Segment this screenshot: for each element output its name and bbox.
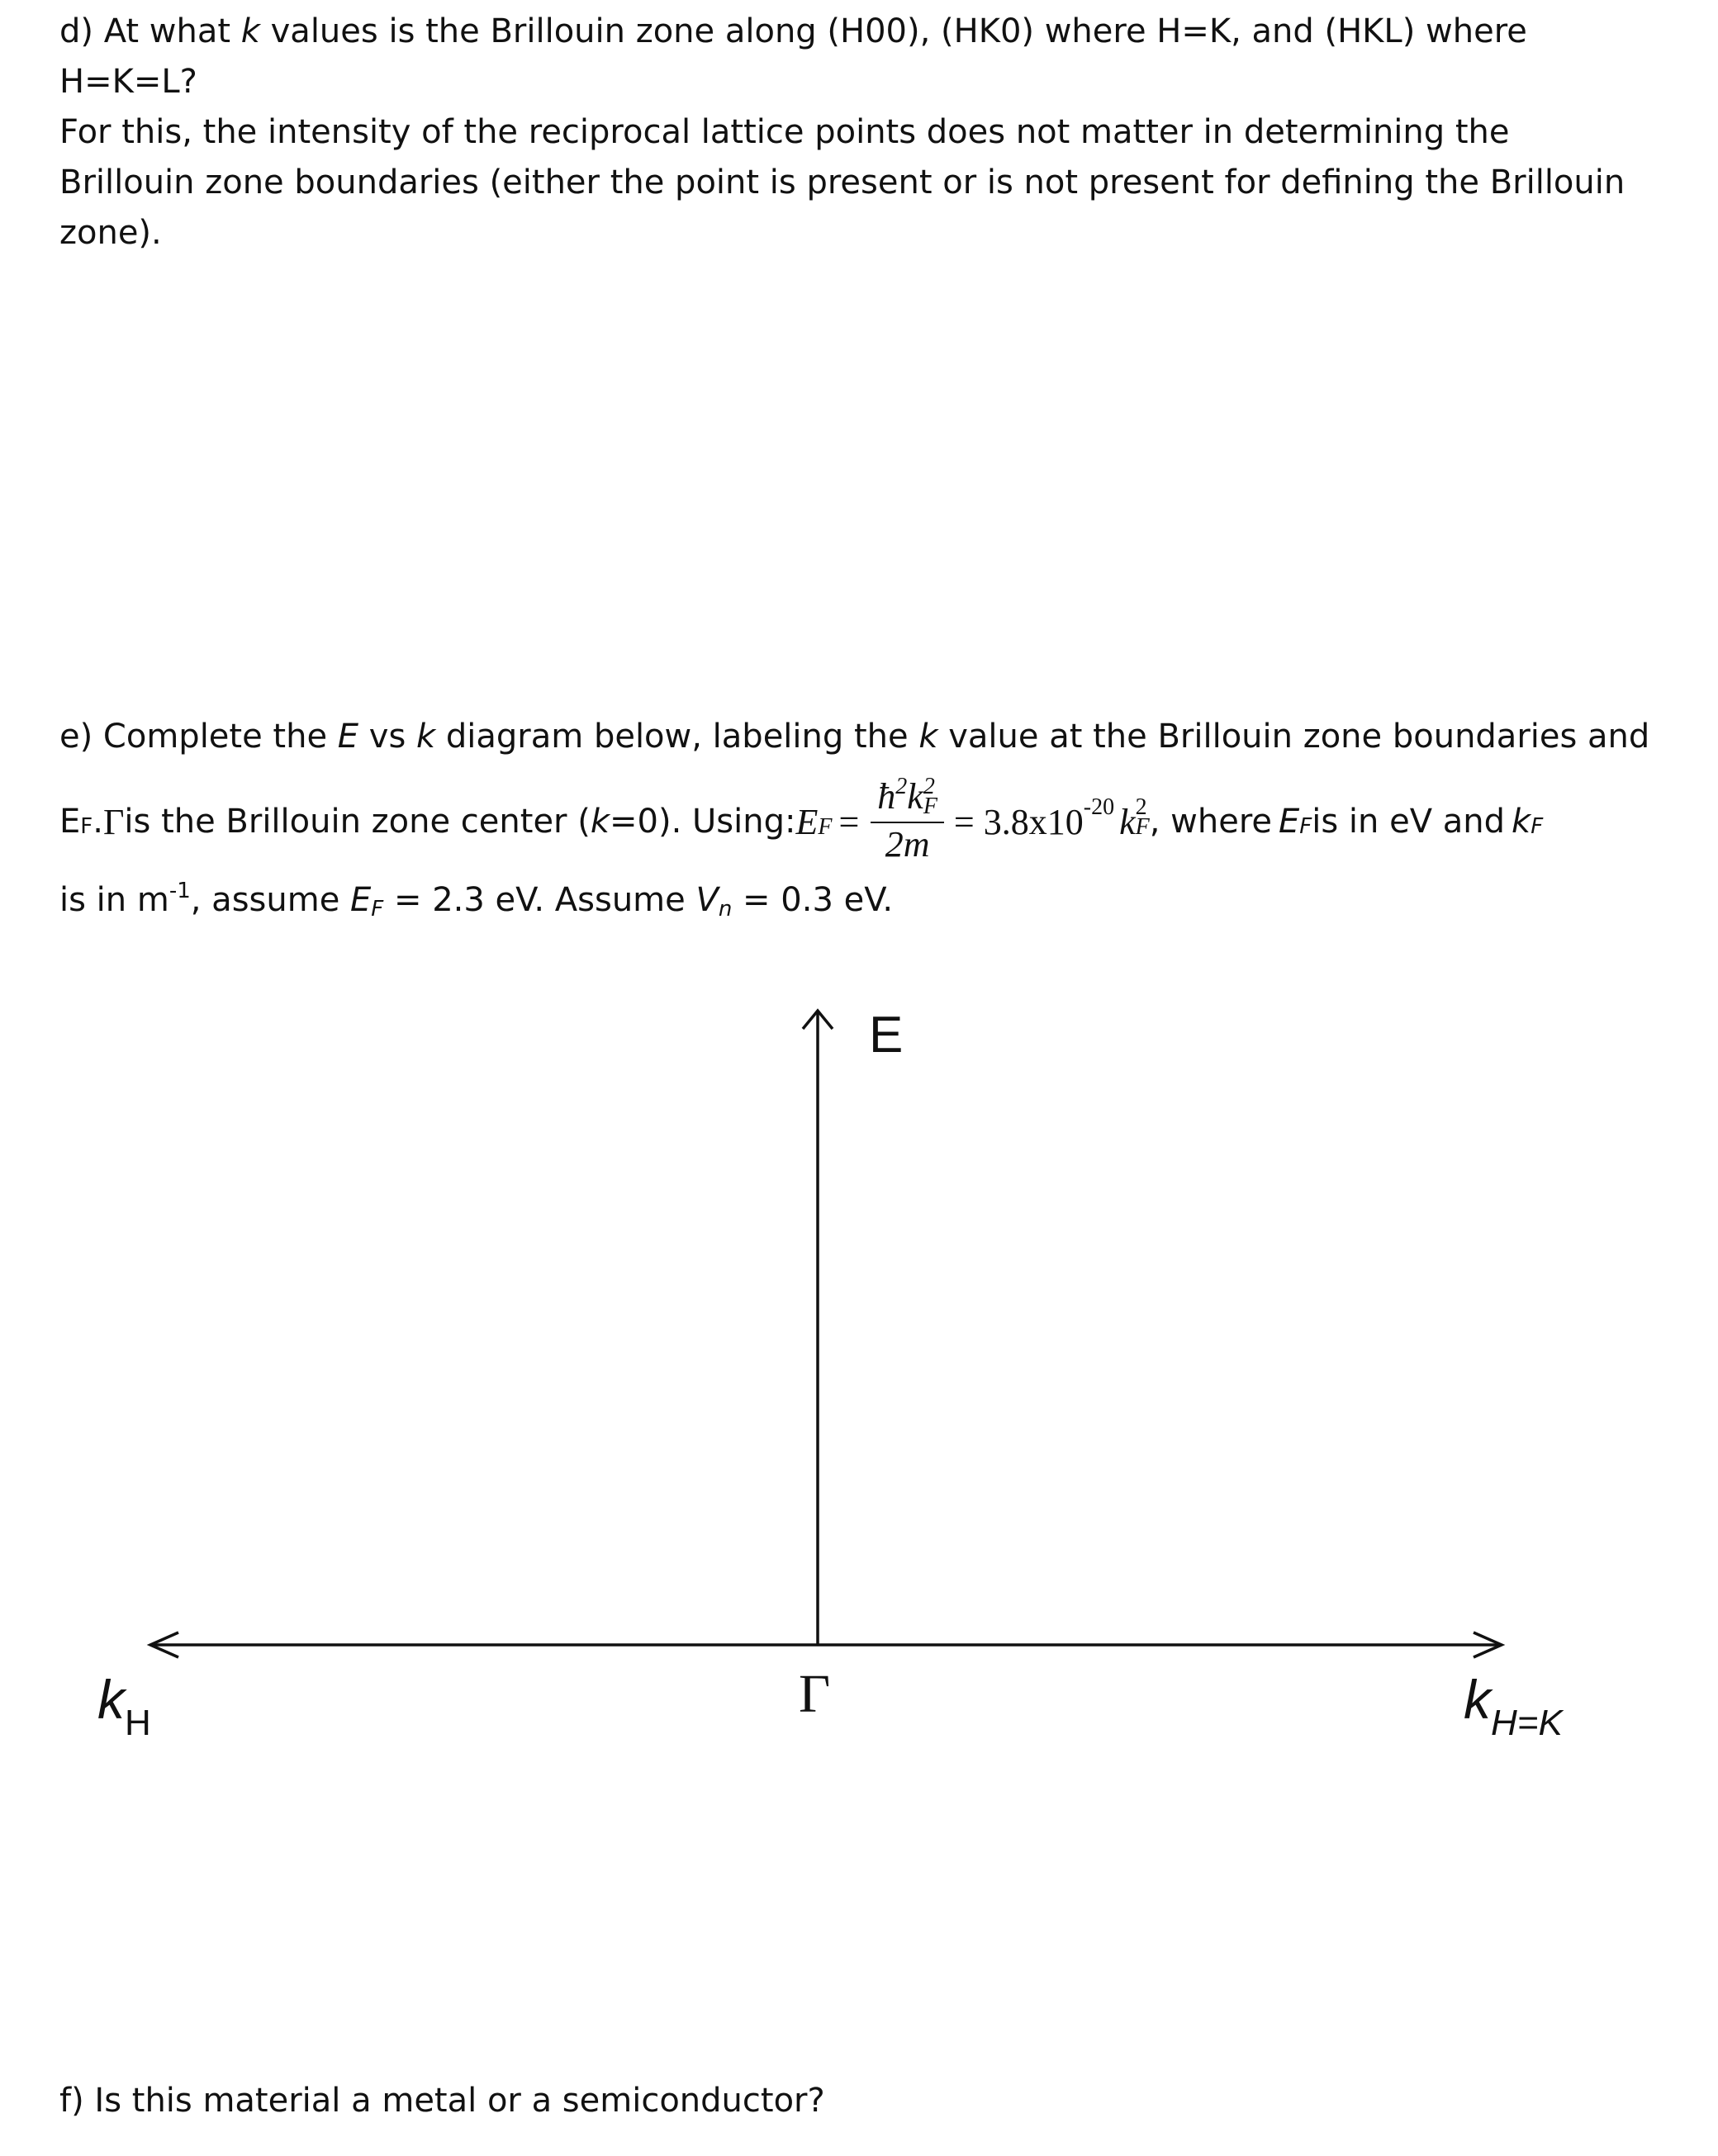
k-symbol: k (97, 1669, 125, 1730)
energy-axis-arrowhead (803, 1011, 833, 1029)
hbar-symbol: ħ (877, 776, 896, 817)
kF-symbol: k (1512, 802, 1531, 841)
k-symbol: k (1464, 1669, 1491, 1730)
subscript: F (1299, 813, 1312, 839)
subscript: n (718, 897, 733, 922)
eq-numerator (871, 774, 944, 823)
text-span: e) Complete the (59, 718, 338, 756)
text-span: . (93, 802, 103, 841)
eq-k: k (907, 776, 923, 817)
text-span: =0). Using: (610, 802, 796, 841)
text-span: , where (1149, 802, 1272, 841)
question-d-line4: zone). (59, 214, 162, 252)
eq-exponent: -20 (1083, 794, 1115, 820)
text-span: value at the Brillouin zone boundaries and (937, 718, 1650, 756)
text-span: vs (358, 718, 417, 756)
eq-rhs: = 3.8x10 (953, 801, 1084, 842)
eq-equals: = (838, 801, 860, 842)
EF-symbol: E (59, 802, 81, 841)
k-symbol: k (240, 12, 260, 50)
k-symbol: k (590, 802, 610, 841)
eq-subscript: F (923, 794, 937, 819)
eq-denominator: 2m (885, 824, 930, 865)
eq-E: E (795, 801, 819, 842)
k-h-axis-label (97, 1668, 151, 1743)
question-d-line3: Brillouin zone boundaries (either the point is present or is not present for defining the Brillouin (59, 163, 1625, 201)
text-span: , assume (190, 881, 351, 919)
k-h-eq-k-subscript: H=K (1491, 1703, 1563, 1743)
text-span: values is the Brillouin zone along (H00), (HK0) where H=K, and (HKL) where H=K=L? (59, 12, 1527, 101)
question-e-line2 (59, 774, 1670, 865)
k-symbol: k (416, 718, 436, 756)
fermi-energy-equation (795, 774, 1150, 865)
k-h-eq-k-axis-label (1464, 1668, 1563, 1743)
text-span: diagram below, labeling the (435, 718, 919, 756)
V-symbol: V (695, 881, 719, 919)
text-span: = 2.3 eV. Assume (383, 881, 696, 919)
k-axis-left-arrowhead (150, 1632, 178, 1657)
eq-exponent: 2 (1135, 794, 1147, 820)
eq-subscript: F (1135, 813, 1150, 840)
question-d-line1 (59, 7, 1670, 107)
E-symbol: E (350, 881, 372, 919)
eq-exponent: 2 (895, 774, 908, 799)
gamma-point-label: Γ (799, 1664, 831, 1724)
question-f: f) Is this material a metal or a semiconductor? (59, 2082, 825, 2120)
text-span: is the Brillouin zone center ( (124, 802, 591, 841)
k-symbol: k (918, 718, 938, 756)
eq-k: k (1119, 801, 1136, 842)
text-span: is in m (59, 881, 169, 919)
subscript: F (80, 813, 93, 839)
eq-fraction (871, 774, 944, 865)
k-axis-right-arrowhead (1474, 1632, 1502, 1657)
text-span: is in eV and (1312, 802, 1506, 841)
gamma-symbol: Γ (102, 801, 125, 842)
question-e-line1 (59, 712, 1670, 762)
eq-subscript: F (818, 813, 833, 840)
E-symbol: E (337, 718, 359, 756)
question-d (59, 7, 1670, 258)
subscript: F (1531, 813, 1544, 839)
question-e-line3 (59, 875, 1670, 930)
energy-axis-label: E (869, 1007, 904, 1064)
eq-exponent: 2 (923, 774, 935, 799)
text-span: d) At what (59, 12, 241, 50)
subscript: F (371, 897, 384, 922)
EF-symbol: E (1279, 802, 1300, 841)
text-span: = 0.3 eV. (732, 881, 894, 919)
question-d-line2: For this, the intensity of the reciprocal lattice points does not matter in determining the (59, 113, 1510, 151)
superscript: -1 (168, 879, 191, 903)
k-h-subscript: H (125, 1703, 151, 1743)
